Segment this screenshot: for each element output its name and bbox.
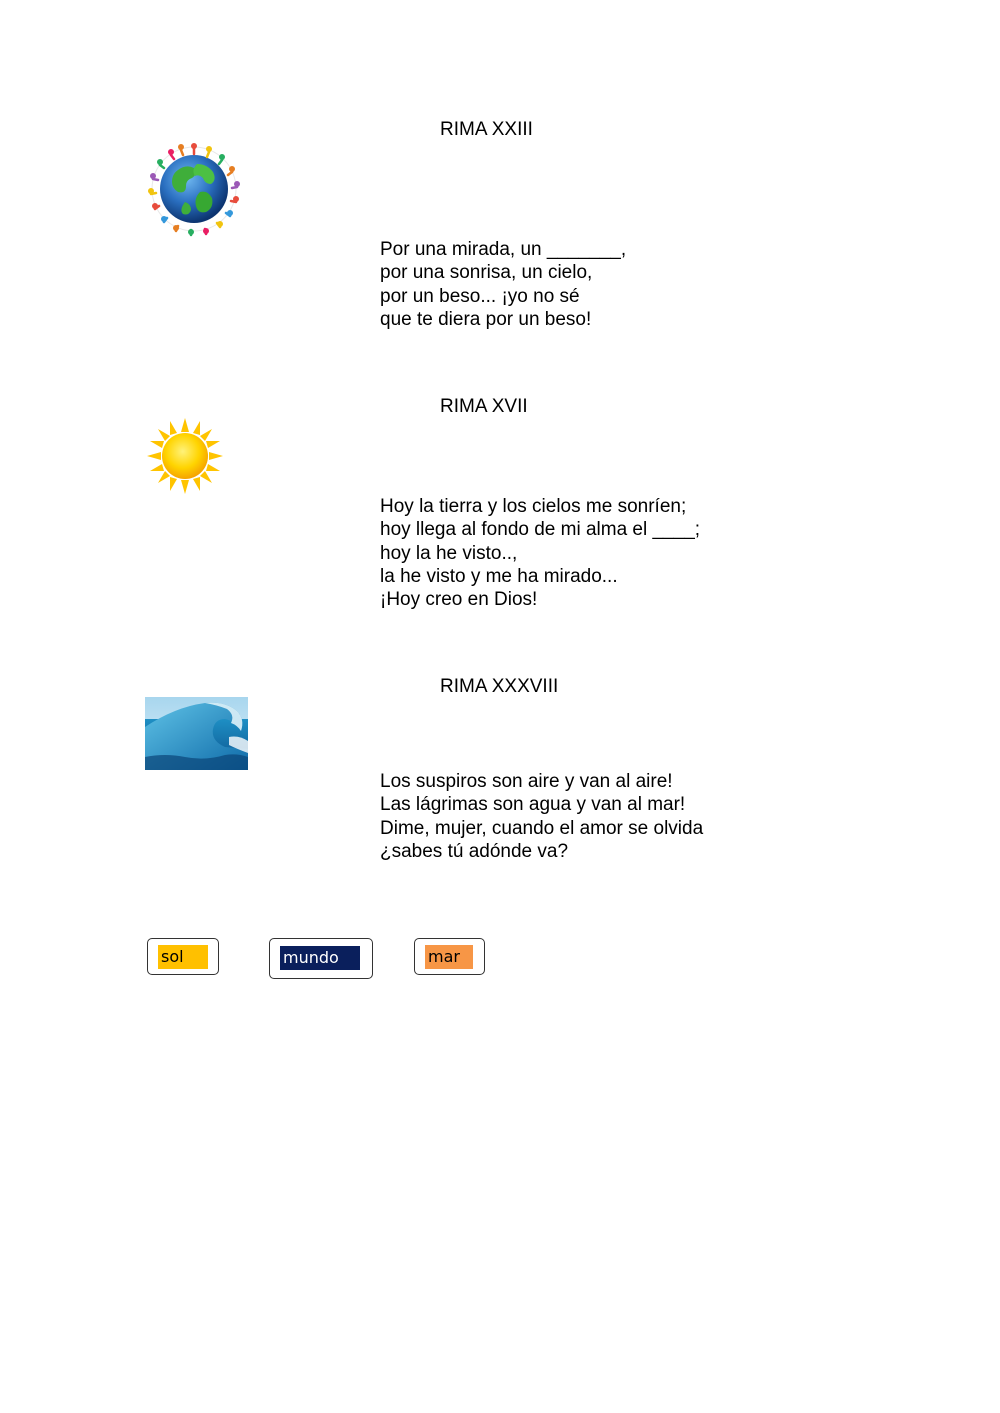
verse-line: Por una mirada, un _______, <box>380 239 627 260</box>
rima-title: RIMA XXIII <box>440 119 533 140</box>
sun-icon <box>147 418 223 494</box>
rima-verse <box>380 770 703 863</box>
word-chip-mar: mar <box>425 945 473 969</box>
rima-title: RIMA XVII <box>440 396 528 417</box>
verse-line: por un beso... ¡yo no sé <box>380 285 580 307</box>
word-card-sol[interactable] <box>147 938 219 975</box>
verse-line: ¿sabes tú adónde va? <box>380 840 569 862</box>
rima-verse <box>380 495 700 611</box>
verse-line: hoy la he visto.., <box>380 542 518 564</box>
ocean-wave-image <box>145 697 248 770</box>
verse-line: por una sonrisa, un cielo, <box>380 262 593 284</box>
rima-title: RIMA XXXVIII <box>440 676 559 697</box>
verse-line: la he visto y me ha mirado... <box>380 565 618 587</box>
earth-people-icon <box>145 140 243 238</box>
word-chip-sol: sol <box>158 945 208 969</box>
verse-line: hoy llega al fondo de mi alma el ____; <box>380 519 701 541</box>
word-card-mundo[interactable] <box>269 938 373 979</box>
verse-line: Hoy la tierra y los cielos me sonríen; <box>380 496 687 517</box>
verse-line: que te diera por un beso! <box>380 308 592 330</box>
verse-line: Dime, mujer, cuando el amor se olvida <box>380 817 704 839</box>
rima-verse <box>380 238 626 331</box>
word-chip-mundo: mundo <box>280 946 360 970</box>
verse-line: ¡Hoy creo en Dios! <box>380 589 538 611</box>
word-card-mar[interactable] <box>414 938 485 975</box>
verse-line: Los suspiros son aire y van al aire! <box>380 771 673 792</box>
verse-line: Las lágrimas son agua y van al mar! <box>380 794 686 816</box>
